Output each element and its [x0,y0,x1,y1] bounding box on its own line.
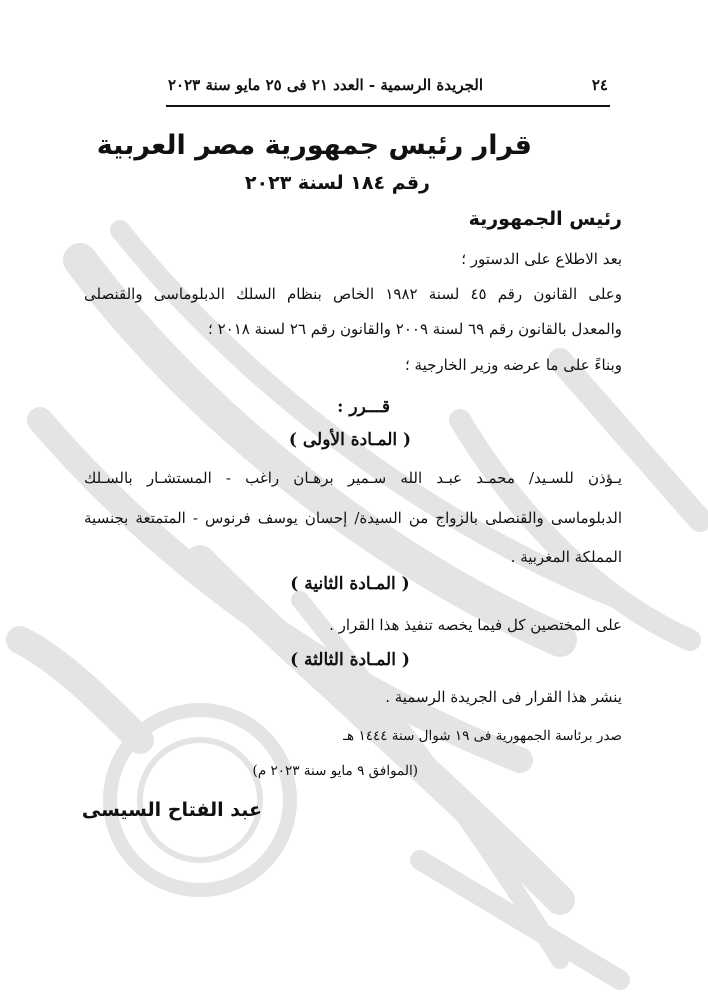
page-number: ٢٤ [591,76,608,94]
article-1-line-2: الدبلوماسى والقنصلى بالزواج من السيدة/ إحسان يوسف فرنوس - المتمتعة بجنسية [84,509,622,527]
issued-line: صدر برئاسة الجمهورية فى ١٩ شوال سنة ١٤٤٤ هـ [343,728,622,744]
corresponding-date: (الموافق ٩ مايو سنة ٢٠٢٣ م) [252,763,418,779]
decree-number: رقم ١٨٤ لسنة ٢٠٢٣ [244,172,430,194]
preamble-line-4: وبناءً على ما عرضه وزير الخارجية ؛ [405,356,622,374]
article-1-line-3: المملكة المغربية . [510,548,622,566]
article-3-heading: ( المـادة الثالثة ) [290,650,410,670]
page-header [168,76,608,94]
article-3-text: ينشر هذا القرار فى الجريدة الرسمية . [385,688,622,706]
decree-title: قرار رئيس جمهورية مصر العربية [96,130,532,161]
decided-heading: قـــرر : [337,397,390,417]
preamble-line-2: وعلى القانون رقم ٤٥ لسنة ١٩٨٢ الخاص بنظام السلك الدبلوماسى والقنصلى [84,285,622,303]
article-2-text: على المختصين كل فيما يخصه تنفيذ هذا القرار . [329,616,622,634]
gazette-issue-line: الجريدة الرسمية - العدد ٢١ فى ٢٥ مايو سنة ٢٠٢٣ [168,76,484,94]
article-1-line-1: يـؤذن للسـيد/ محمـد عبـد الله سـمير برهـان راغب - المستشـار بالسـلك [84,469,622,487]
article-2-heading: ( المـادة الثانية ) [290,574,410,594]
president-heading: رئيس الجمهورية [468,208,622,230]
header-divider [166,105,610,107]
preamble-line-1: بعد الاطلاع على الدستور ؛ [461,250,622,268]
article-1-heading: ( المـادة الأولى ) [288,430,412,450]
president-signature: عبد الفتاح السيسى [81,799,262,821]
preamble-line-3: والمعدل بالقانون رقم ٦٩ لسنة ٢٠٠٩ والقانون رقم ٢٦ لسنة ٢٠١٨ ؛ [208,320,622,338]
